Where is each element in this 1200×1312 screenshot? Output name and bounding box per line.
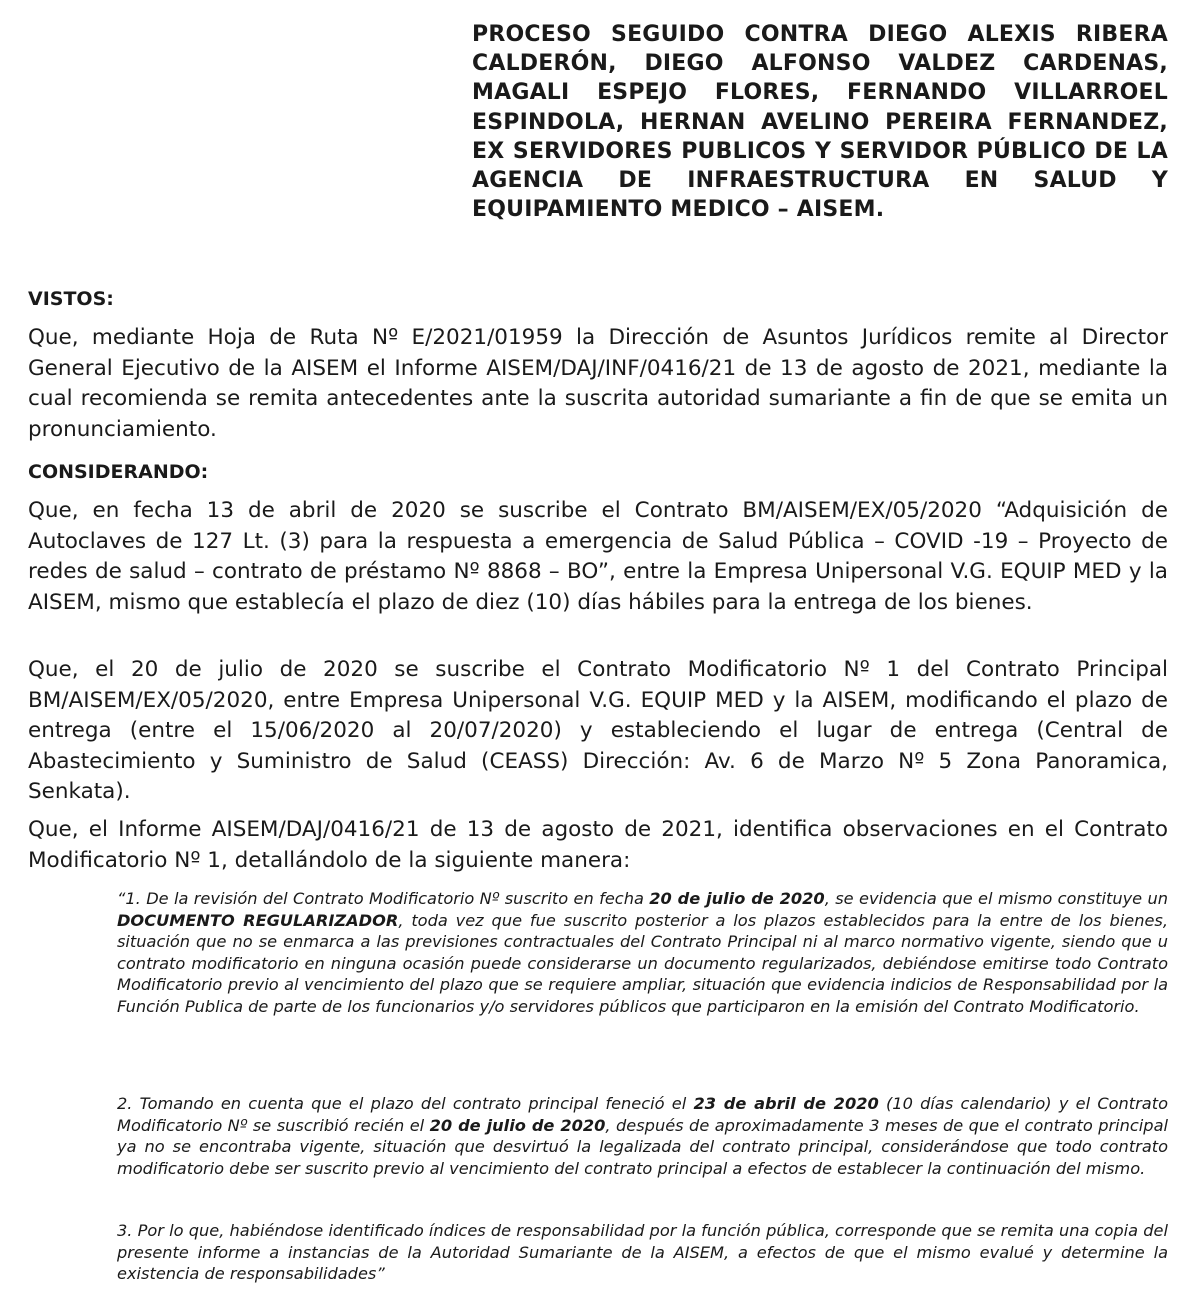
quote-point-3: 3. Por lo que, habiéndose identificado índices de responsabilidad por la función pública, corresponde que se remita una copia del presente informe a instancias de la Autoridad Sumariante de la AISEM, a efectos de que el mismo evalué y determine la existencia de responsabilidades” xyxy=(117,1221,1168,1284)
section-title-vistos: VISTOS: xyxy=(28,288,114,310)
quote-2-text-a: 2. Tomando en cuenta que el plazo del contrato principal feneció el xyxy=(117,1094,694,1113)
quote-1-documento-regularizador: DOCUMENTO REGULARIZADOR xyxy=(117,910,399,930)
paragraph-contrato-modificatorio: Que, el 20 de julio de 2020 se suscribe el Contrato Modificatorio Nº 1 del Contrato Principal BM/AISEM/EX/05/2020, entre Empresa Unipersonal V.G. EQUIP MED y la AISEM, modificando el plazo de entrega (entre el 15/06/2020 al 20/07/2020) y estableciendo el lugar de entrega (Central de Abastecimiento y Suministro de Salud (CEASS) Dirección: Av. 6 de Marzo Nº 5 Zona Panoramica, Senkata). xyxy=(28,657,1168,804)
quote-point-1 xyxy=(117,888,1168,1018)
quote-2-date-signed: 20 de julio de 2020 xyxy=(429,1115,606,1135)
quote-point-2 xyxy=(117,1093,1168,1179)
section-title-considerando: CONSIDERANDO: xyxy=(28,461,209,483)
quote-2-date-end: 23 de abril de 2020 xyxy=(693,1094,879,1113)
quote-1-text-c: , se evidencia que el mismo constituye un xyxy=(824,889,1169,908)
quote-2-text-c: (10 días calendario) y el Contrato Modificatorio Nº se suscribió recién el xyxy=(117,1094,1168,1135)
quote-1-text-a: “1. De la revisión del Contrato Modificatorio Nº suscrito en fecha xyxy=(117,889,650,908)
case-heading: PROCESO SEGUIDO CONTRA DIEGO ALEXIS RIBERA CALDERÓN, DIEGO ALFONSO VALDEZ CARDENAS, MAGALI ESPEJO FLORES, FERNANDO VILLARROEL ESPINDOLA, HERNAN AVELINO PEREIRA FERNANDEZ, EX SERVIDORES PUBLICOS Y SERVIDOR PÚBLICO DE LA AGENCIA DE INFRAESTRUCTURA EN SALUD Y EQUIPAMIENTO MEDICO – AISEM. xyxy=(472,22,1168,223)
quote-1-text-d: , toda vez que fue suscrito posterior a los plazos establecidos para la entre de los bienes, situación que no se enmarca a las previsiones contractuales del Contrato Principal ni al marco normativo vigente, siendo que u contrato modificatorio en ninguna ocasión puede considerarse un documento regularizados, debiéndose emitirse todo Contrato Modificatorio previo al vencimiento del plazo que se requiere ampliar, situación que evidencia indicios de Responsabilidad por la Función Publica de parte de los funcionarios y/o servidores públicos que participaron en la emisión del Contrato Modificatorio. xyxy=(117,910,1168,1016)
paragraph-vistos: Que, mediante Hoja de Ruta Nº E/2021/01959 la Dirección de Asuntos Jurídicos remite al Director General Ejecutivo de la AISEM el Informe AISEM/DAJ/INF/0416/21 de 13 de agosto de 2021, mediante la cual recomienda se remita antecedentes ante la suscrita autoridad sumariante a fin de que se emita un pronunciamiento. xyxy=(28,325,1168,442)
quote-1-date: 20 de julio de 2020 xyxy=(649,889,825,908)
paragraph-contrato-principal: Que, en fecha 13 de abril de 2020 se suscribe el Contrato BM/AISEM/EX/05/2020 “Adquisición de Autoclaves de 127 Lt. (3) para la respuesta a emergencia de Salud Pública – COVID -19 – Proyecto de redes de salud – contrato de préstamo Nº 8868 – BO”, entre la Empresa Unipersonal V.G. EQUIP MED y la AISEM, mismo que establecía el plazo de diez (10) días hábiles para la entrega de los bienes. xyxy=(28,498,1168,615)
paragraph-informe-observaciones: Que, el Informe AISEM/DAJ/0416/21 de 13 de agosto de 2021, identifica observaciones en el Contrato Modificatorio Nº 1, detallándolo de la siguiente manera: xyxy=(28,817,1168,873)
quote-2-text-d: , después de aproximadamente 3 meses de que el contrato principal ya no se encontraba vigente, situación que desvirtuó la legalizada del contrato principal, considerándose que todo contrato modificatorio debe ser suscrito previo al vencimiento del contrato principal a efectos de establecer la continuación del mismo. xyxy=(117,1115,1168,1178)
